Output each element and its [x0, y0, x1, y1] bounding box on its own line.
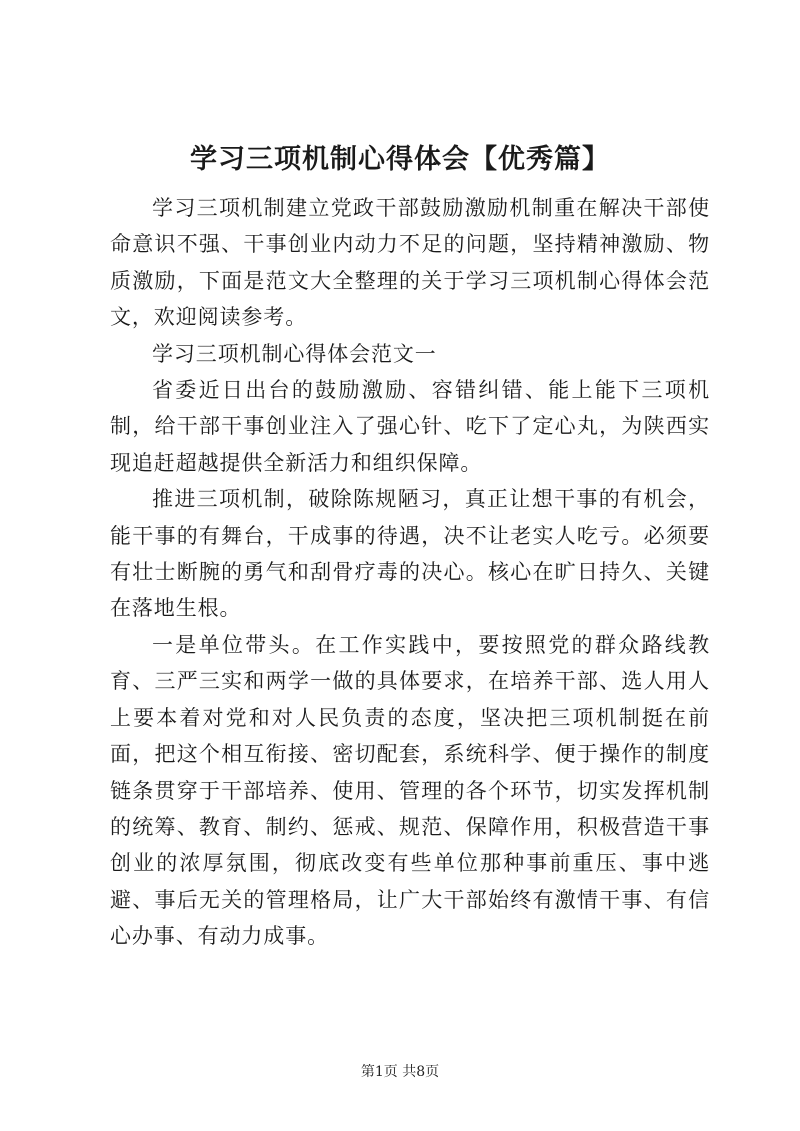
body-paragraph: 一是单位带头。在工作实践中，要按照党的群众路线教育、三严三实和两学一做的具体要求，在培养干部、选人用人上要本着对党和对人民负责的态度，坚决把三项机制挺在前面，把这个相互衔接、密切配套，系统科学、便于操作的制度链条贯穿于干部培养、使用、管理的各个环节，切实发挥机制的统筹、教育、制约、惩戒、规范、保障作用，积极营造干事创业的浓厚氛围，彻底改变有些单位那种事前重压、事中逃避、事后无关的管理格局，让广大干部始终有激情干事、有信心办事、有动力成事。: [110, 632, 710, 949]
section-heading: 学习三项机制心得体会范文一: [152, 341, 437, 366]
document-title: 学习三项机制心得体会【优秀篇】: [190, 144, 610, 175]
document-body: [110, 190, 710, 955]
intro-paragraph: 学习三项机制建立党政干部鼓励激励机制重在解决干部使命意识不强、干事创业内动力不足的问题，坚持精神激励、物质激励，下面是范文大全整理的关于学习三项机制心得体会范文，欢迎阅读参考。: [110, 196, 710, 330]
page-footer: 第1页 共8页: [360, 1064, 440, 1080]
body-paragraph: 省委近日出台的鼓励激励、容错纠错、能上能下三项机制，给干部干事创业注入了强心针、吃下了定心丸，为陕西实现追赶超越提供全新活力和组织保障。: [110, 378, 710, 475]
body-paragraph: 推进三项机制，破除陈规陋习，真正让想干事的有机会，能干事的有舞台，干成事的待遇，决不让老实人吃亏。必须要有壮士断腕的勇气和刮骨疗毒的决心。核心在旷日持久、关键在落地生根。: [110, 487, 710, 621]
